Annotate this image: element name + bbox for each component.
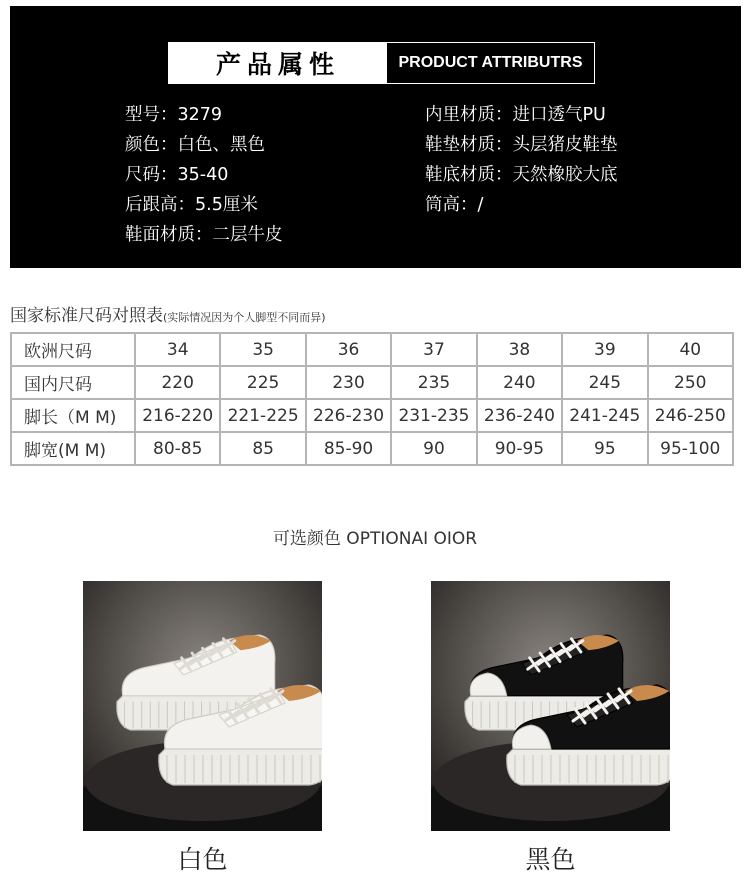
color-label-black: 黑色 xyxy=(525,845,576,874)
attribute-shaft-height: 筒高：/ xyxy=(425,195,484,215)
attributes-title-en: PRODUCT ATTRIBUTRS xyxy=(387,43,594,83)
table-cell: 236-240 xyxy=(477,399,562,432)
size-chart-note: (实际情况因为个人脚型不同而异) xyxy=(163,311,326,324)
table-cell: 241-245 xyxy=(562,399,647,432)
table-cell: 230 xyxy=(306,366,391,399)
attributes-right-column xyxy=(425,100,618,220)
attribute-lining-material: 内里材质：进口透气PU xyxy=(425,105,606,125)
table-cell: 37 xyxy=(391,333,476,366)
color-label-white: 白色 xyxy=(177,845,228,874)
table-cell: 235 xyxy=(391,366,476,399)
table-cell: 221-225 xyxy=(220,399,305,432)
attribute-color: 颜色：白色、黑色 xyxy=(125,135,265,155)
size-chart-title-text: 国家标准尺码对照表 xyxy=(10,306,163,326)
row-label: 国内尺码 xyxy=(11,366,135,399)
table-cell: 95 xyxy=(562,432,647,465)
table-cell: 85 xyxy=(220,432,305,465)
product-attributes-panel xyxy=(10,6,741,268)
table-cell: 40 xyxy=(648,333,733,366)
table-cell: 34 xyxy=(135,333,220,366)
table-cell: 85-90 xyxy=(306,432,391,465)
table-cell: 246-250 xyxy=(648,399,733,432)
table-cell: 231-235 xyxy=(391,399,476,432)
row-label: 脚宽(M M) xyxy=(11,432,135,465)
table-cell: 90-95 xyxy=(477,432,562,465)
attribute-insole-material: 鞋垫材质：头层猪皮鞋垫 xyxy=(425,135,618,155)
table-cell: 38 xyxy=(477,333,562,366)
table-cell: 95-100 xyxy=(648,432,733,465)
attributes-left-column xyxy=(125,100,283,250)
row-label: 脚长（M M) xyxy=(11,399,135,432)
table-cell: 226-230 xyxy=(306,399,391,432)
attribute-heel-height: 后跟高：5.5厘米 xyxy=(125,195,258,215)
row-label: 欧洲尺码 xyxy=(11,333,135,366)
white-sneaker-photo xyxy=(83,581,322,831)
table-row xyxy=(11,399,733,432)
black-sneaker-photo xyxy=(431,581,670,831)
table-cell: 225 xyxy=(220,366,305,399)
table-row xyxy=(11,333,733,366)
attribute-sole-material: 鞋底材质：天然橡胶大底 xyxy=(425,165,618,185)
table-cell: 90 xyxy=(391,432,476,465)
attribute-model: 型号：3279 xyxy=(125,105,223,125)
table-cell: 245 xyxy=(562,366,647,399)
table-cell: 240 xyxy=(477,366,562,399)
table-row xyxy=(11,432,733,465)
table-row xyxy=(11,366,733,399)
attributes-title-cn: 产品属性 xyxy=(169,43,387,83)
table-cell: 36 xyxy=(306,333,391,366)
color-options-title: 可选颜色 OPTIONAI OIOR xyxy=(272,529,478,549)
size-chart-title xyxy=(10,301,326,326)
attributes-header xyxy=(168,42,595,84)
table-cell: 35 xyxy=(220,333,305,366)
size-chart-table xyxy=(10,332,734,466)
table-cell: 220 xyxy=(135,366,220,399)
table-cell: 80-85 xyxy=(135,432,220,465)
attribute-size: 尺码：35-40 xyxy=(125,165,229,185)
table-cell: 39 xyxy=(562,333,647,366)
table-cell: 250 xyxy=(648,366,733,399)
attribute-upper-material: 鞋面材质：二层牛皮 xyxy=(125,225,283,245)
table-cell: 216-220 xyxy=(135,399,220,432)
